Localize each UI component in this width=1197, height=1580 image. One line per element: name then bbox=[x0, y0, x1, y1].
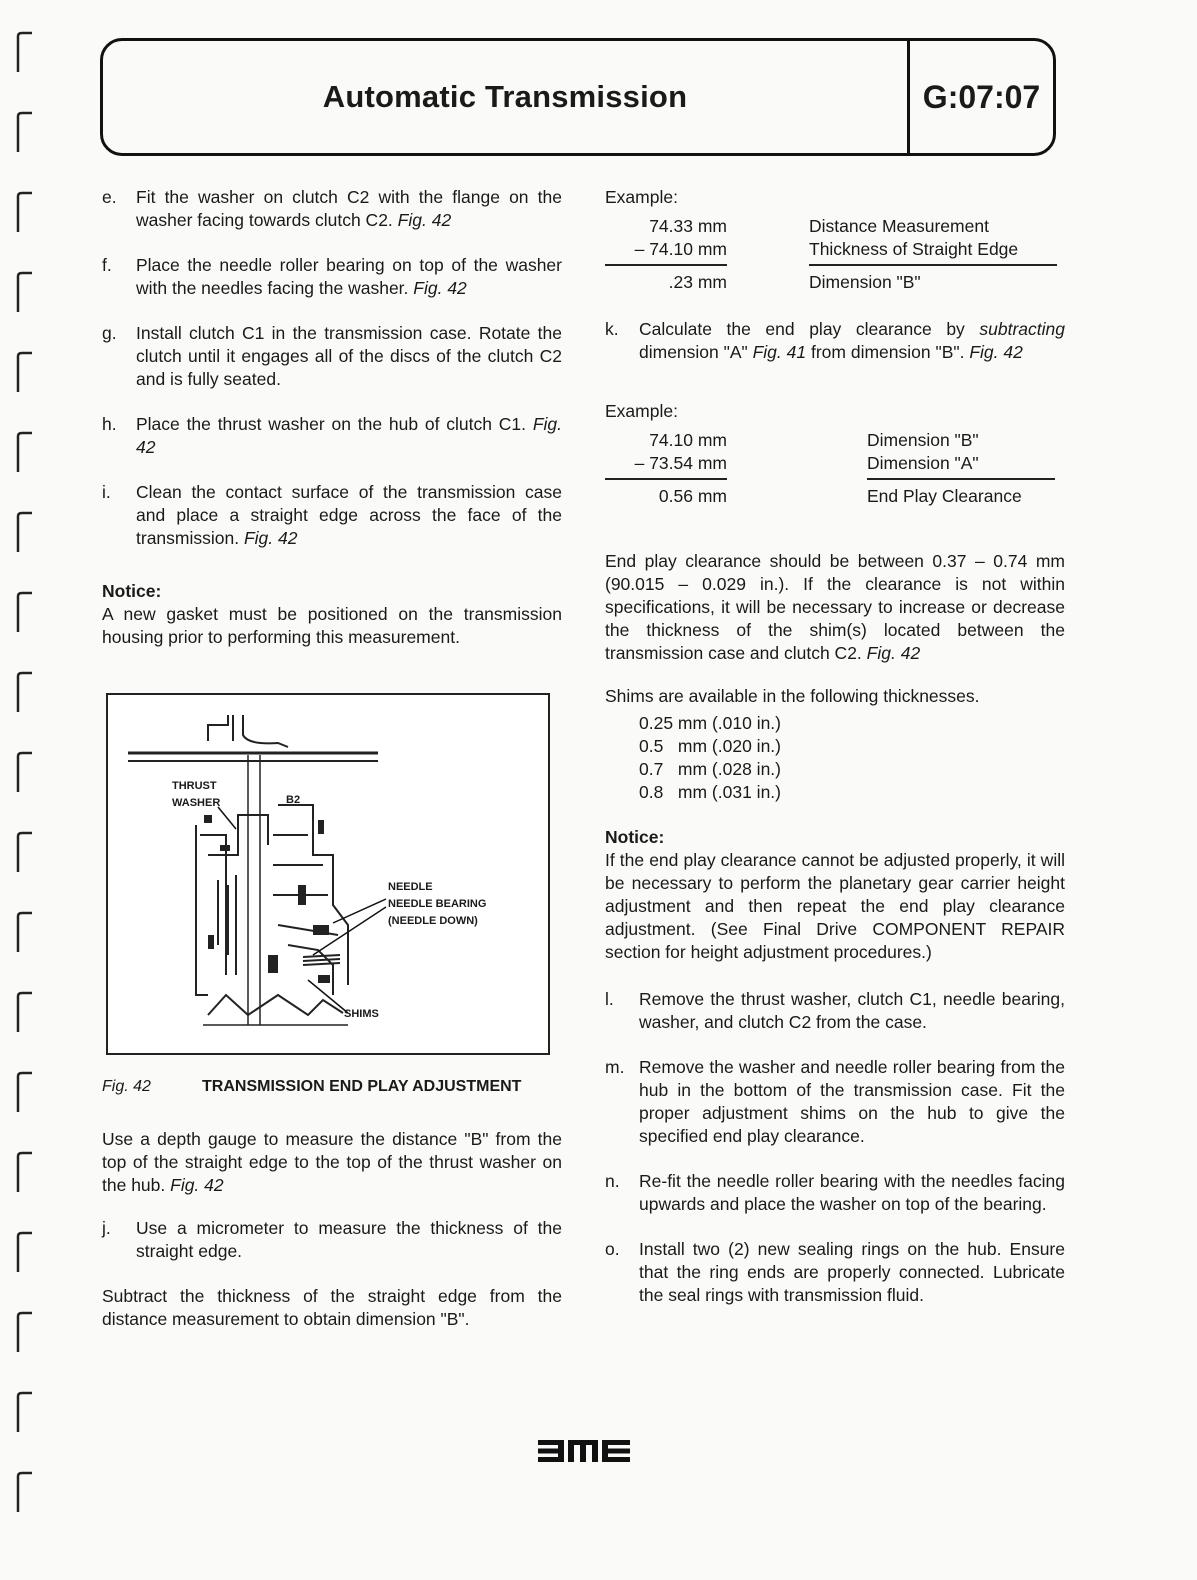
step-letter: j. bbox=[102, 1218, 111, 1238]
step-text: Remove the washer and needle roller bearing from the hub in the bottom of the transmission case. Fit the proper adjustment shims on the hub to give the specified end play clearance. bbox=[639, 1057, 1065, 1146]
step-j bbox=[102, 1217, 562, 1263]
binder-ring bbox=[14, 110, 34, 152]
step-text: Fit the washer on clutch C2 with the flange on the washer facing towards clutch C2. Fig. 42 bbox=[136, 187, 562, 230]
end-play-text: End play clearance should be between 0.37 – 0.74 mm (90.015 – 0.029 in.). If the clearance is not within specifications, it will be necessary to increase or decrease the thickness of the shim(s) located between the transmission case and clutch C2. Fig. 42 bbox=[605, 551, 1065, 663]
binder-ring bbox=[14, 1390, 34, 1432]
step-letter: h. bbox=[102, 414, 117, 434]
shim-item: 0.7 mm (.028 in.) bbox=[639, 759, 781, 779]
shims-intro: Shims are available in the following thicknesses. bbox=[605, 686, 980, 706]
step-letter: o. bbox=[605, 1239, 620, 1259]
dmc-logo bbox=[538, 1440, 630, 1462]
example-1-title: Example: bbox=[605, 187, 678, 207]
step-text: Install two (2) new sealing rings on the hub. Ensure that the ring ends are properly connected. Lubricate the seal rings with transmission fluid. bbox=[639, 1239, 1065, 1305]
step-f bbox=[102, 254, 562, 300]
step-i bbox=[102, 481, 562, 550]
fig-ref: Fig. 42 bbox=[413, 278, 467, 298]
step-letter: i. bbox=[102, 482, 111, 502]
step-letter: g. bbox=[102, 323, 117, 343]
binder-ring bbox=[14, 830, 34, 872]
page-title: Automatic Transmission bbox=[322, 79, 688, 114]
step-h bbox=[102, 413, 562, 459]
fig-ref: Fig. 42 bbox=[170, 1175, 224, 1195]
example-result-row: 0.56 mm End Play Clearance bbox=[658, 486, 1022, 506]
binder-ring bbox=[14, 670, 34, 712]
label-needle-down: (NEEDLE DOWN) bbox=[388, 915, 478, 927]
right-column bbox=[605, 186, 1065, 1329]
step-text: Use a micrometer to measure the thickness of the straight edge. bbox=[136, 1218, 562, 1261]
binder-ring bbox=[14, 590, 34, 632]
notice-title: Notice: bbox=[605, 827, 665, 847]
transmission-drawing bbox=[108, 695, 548, 1053]
step-text: Install clutch C1 in the transmission case. Rotate the clutch until it engages all of the discs of the clutch C2 and is fully seated. bbox=[136, 323, 562, 389]
binder-ring bbox=[14, 350, 34, 392]
page-header bbox=[100, 38, 1056, 156]
label-b2: B2 bbox=[286, 794, 301, 806]
example-rule bbox=[605, 478, 1065, 480]
shim-item: 0.25 mm (.010 in.) bbox=[639, 713, 781, 733]
example-row: 74.10 mm Dimension "B" bbox=[649, 430, 979, 450]
step-g bbox=[102, 322, 562, 391]
fig-ref: Fig. 41 bbox=[752, 342, 807, 362]
step-text: Re-fit the needle roller bearing with the needles facing upwards and place the washer on top of the bearing. bbox=[639, 1171, 1065, 1214]
label-shims: SHIMS bbox=[344, 1008, 379, 1020]
fig-ref: Fig. 42 bbox=[969, 342, 1023, 362]
example-row: – 74.10 mm Thickness of Straight Edge bbox=[634, 239, 1019, 259]
step-letter: l. bbox=[605, 989, 614, 1009]
step-text: Calculate the end play clearance by subtracting dimension "A" Fig. 41 from dimension "B". Fig. 42 bbox=[639, 319, 1065, 362]
step-letter: e. bbox=[102, 187, 117, 207]
example-1-table bbox=[605, 215, 1065, 294]
binder-ring bbox=[14, 750, 34, 792]
binder-ring bbox=[14, 1230, 34, 1272]
binder-ring bbox=[14, 270, 34, 312]
shim-list bbox=[639, 712, 1065, 804]
fig-ref: Fig. 42 bbox=[397, 210, 452, 230]
binder-ring bbox=[14, 990, 34, 1032]
step-letter: f. bbox=[102, 255, 112, 275]
step-l bbox=[605, 988, 1065, 1034]
caption-title: TRANSMISSION END PLAY ADJUSTMENT bbox=[202, 1078, 522, 1095]
example-row: 74.33 mm Distance Measurement bbox=[649, 216, 989, 236]
step-text: Remove the thrust washer, clutch C1, needle bearing, washer, and clutch C2 from the case. bbox=[639, 989, 1065, 1032]
figure-caption bbox=[102, 1075, 562, 1098]
depth-gauge-text: Use a depth gauge to measure the distance "B" from the top of the straight edge to the top of the thrust washer on the hub. Fig. 42 bbox=[102, 1129, 562, 1195]
notice-title: Notice: bbox=[102, 581, 162, 601]
left-column bbox=[102, 186, 562, 1351]
example-result-row: .23 mm Dimension "B" bbox=[668, 272, 921, 292]
step-letter: n. bbox=[605, 1171, 620, 1191]
binder-ring bbox=[14, 1070, 34, 1112]
step-e bbox=[102, 186, 562, 232]
label-thrust: THRUST bbox=[172, 780, 217, 792]
step-text: Place the thrust washer on the hub of clutch C1. Fig. 42 bbox=[136, 414, 562, 457]
subtract-text: Subtract the thickness of the straight edge from the distance measurement to obtain dimension "B". bbox=[102, 1286, 562, 1329]
step-m bbox=[605, 1056, 1065, 1148]
notice-text: If the end play clearance cannot be adjusted properly, it will be necessary to perform the planetary gear carrier height adjustment and then repeat the end play clearance adjustment. (See Final Drive COMPONENT REPAIR section for height adjustment procedures.) bbox=[605, 850, 1065, 962]
fig-ref: Fig. 42 bbox=[243, 528, 298, 548]
shim-item: 0.5 mm (.020 in.) bbox=[639, 736, 781, 756]
figure-42-diagram bbox=[106, 693, 550, 1055]
binder-ring bbox=[14, 1150, 34, 1192]
label-needle-bearing: NEEDLE BEARING bbox=[388, 898, 487, 910]
step-text: Place the needle roller bearing on top of the washer with the needles facing the washer. Fig. 42 bbox=[136, 255, 562, 298]
example-rule bbox=[605, 264, 1065, 266]
caption-fig-number: Fig. 42 bbox=[102, 1078, 151, 1095]
example-2-title: Example: bbox=[605, 401, 678, 421]
step-n bbox=[605, 1170, 1065, 1216]
binder-ring bbox=[14, 1470, 34, 1512]
binder-ring bbox=[14, 430, 34, 472]
step-letter: m. bbox=[605, 1057, 625, 1077]
step-letter: k. bbox=[605, 319, 619, 339]
example-2-table bbox=[605, 429, 1065, 508]
binder-ring bbox=[14, 30, 34, 72]
fig-ref: Fig. 42 bbox=[136, 414, 562, 457]
step-k bbox=[605, 318, 1065, 364]
binder-ring bbox=[14, 910, 34, 952]
binder-ring bbox=[14, 1310, 34, 1352]
section-code: G:07:07 bbox=[922, 79, 1041, 115]
label-washer: WASHER bbox=[172, 797, 221, 809]
step-text: Clean the contact surface of the transmission case and place a straight edge across the face of the transmission. Fig. 42 bbox=[136, 482, 562, 548]
notice-text: A new gasket must be positioned on the transmission housing prior to performing this measurement. bbox=[102, 604, 562, 647]
label-needle: NEEDLE bbox=[388, 881, 433, 893]
binder-ring bbox=[14, 190, 34, 232]
step-o bbox=[605, 1238, 1065, 1307]
shim-item: 0.8 mm (.031 in.) bbox=[639, 782, 781, 802]
example-row: – 73.54 mm Dimension "A" bbox=[634, 453, 979, 473]
binder-ring bbox=[14, 510, 34, 552]
fig-ref: Fig. 42 bbox=[866, 643, 921, 663]
